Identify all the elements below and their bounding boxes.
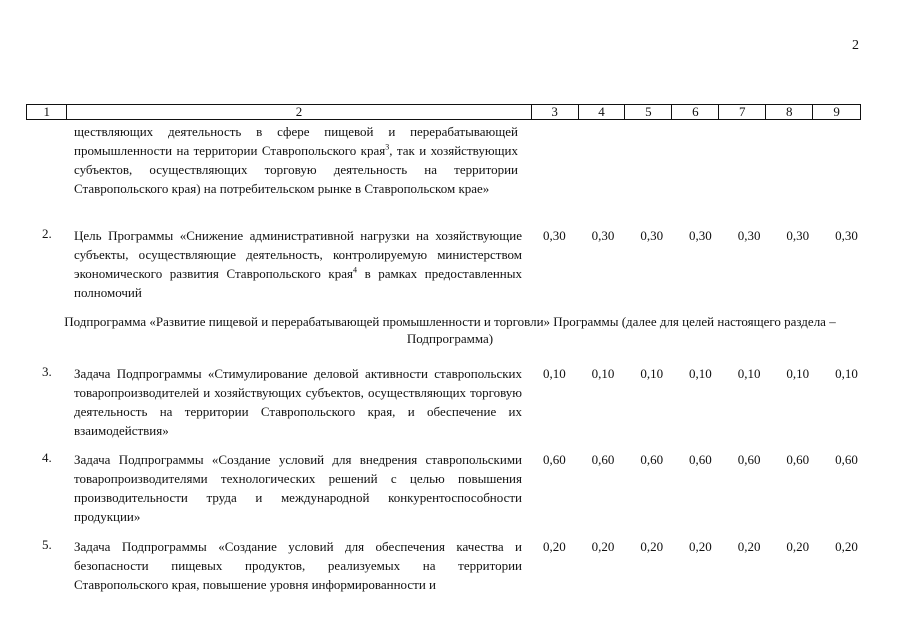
value-col-8: 0,60 (786, 452, 810, 467)
value-col-8: 0,10 (786, 366, 810, 381)
footnote-ref-4: 4 (353, 265, 357, 275)
value-col-5: 0,10 (640, 366, 664, 381)
value-col-6: 0,10 (689, 366, 712, 381)
value-col-7: 0,20 (737, 539, 761, 554)
value-col-5: 0,30 (640, 228, 664, 243)
row-text-continued: в рамках предоставленных полномочий (74, 266, 522, 300)
value-col-4: 0,60 (591, 452, 615, 467)
value-col-3: 0,20 (542, 539, 566, 554)
value-col-9: 0,10 (835, 366, 858, 381)
value-col-3: 0,30 (542, 228, 566, 243)
value-col-3: 0,60 (542, 452, 566, 467)
value-col-7: 0,30 (737, 228, 761, 243)
value-col-4: 0,10 (591, 366, 615, 381)
row-description: Задача Подпрограммы «Создание условий для обеспечения качества и безопасности пищевых продуктов, реализуемых на территории Ставропольского края, повышение уровня информированности и (74, 539, 522, 592)
value-col-6: 0,20 (689, 539, 712, 554)
value-col-8: 0,30 (786, 228, 810, 243)
row-number: 5. (42, 537, 52, 552)
subprogram-heading: Подпрограмма «Развитие пищевой и перерабатывающей промышленности и торговли» Программы (далее для целей настоящего раздела – Подпрограмма) (64, 314, 836, 346)
row-description (74, 226, 522, 302)
footnote-ref-3: 3 (385, 142, 390, 152)
row-description: Задача Подпрограммы «Создание условий для внедрения ставропольскими товаропроизводителями технологических решений с целью повышения производительности труда и международной конкурентоспособности продукции» (74, 452, 522, 524)
row-values (530, 226, 871, 245)
header-col-3: 3 (532, 105, 579, 119)
continuation-text (74, 122, 518, 198)
continuation-part-2: , так и хозяйствующих субъектов, осуществляющих торговую деятельность на территории Ставропольского края) на потребительском рынке в Ставропольском крае» (74, 143, 518, 196)
value-col-8: 0,20 (786, 539, 810, 554)
value-col-5: 0,20 (640, 539, 664, 554)
value-col-6: 0,30 (689, 228, 712, 243)
row-values (530, 364, 871, 383)
value-col-7: 0,60 (737, 452, 761, 467)
row-values (530, 450, 871, 469)
row-text: Цель Программы «Снижение административной нагрузки на хозяйствующие субъекты, осуществляющие деятельность, контролируемую министерством экономического развития Ставропольского края (74, 228, 522, 281)
header-col-1: 1 (27, 105, 67, 119)
header-col-8: 8 (766, 105, 813, 119)
row-values (530, 537, 871, 556)
row-description: Задача Подпрограммы «Стимулирование деловой активности ставропольских товаропроизводителей и хозяйствующих субъектов, осуществляющих торговую деятельность на территории Ставропольского края, и обеспечение их взаимодействия» (74, 366, 522, 438)
value-col-6: 0,60 (689, 452, 712, 467)
value-col-5: 0,60 (640, 452, 664, 467)
value-col-4: 0,20 (591, 539, 615, 554)
row-number: 4. (42, 450, 52, 465)
header-col-9: 9 (833, 104, 840, 119)
page-number: 2 (852, 38, 859, 53)
table-header-row (26, 104, 861, 120)
row-number: 3. (42, 364, 52, 379)
header-col-2: 2 (67, 105, 531, 119)
header-col-6: 6 (672, 105, 719, 119)
value-col-7: 0,10 (737, 366, 761, 381)
header-col-5: 5 (625, 105, 672, 119)
header-col-7: 7 (719, 105, 766, 119)
continuation-part-1: ществляющих деятельность в сфере пищевой и перерабатывающей промышленности на территории Ставропольского края (74, 124, 518, 158)
value-col-9: 0,30 (835, 228, 858, 243)
row-number: 2. (42, 226, 52, 241)
value-col-3: 0,10 (542, 366, 566, 381)
value-col-9: 0,60 (835, 452, 858, 467)
value-col-4: 0,30 (591, 228, 615, 243)
value-col-9: 0,20 (835, 539, 858, 554)
header-col-4: 4 (579, 105, 626, 119)
